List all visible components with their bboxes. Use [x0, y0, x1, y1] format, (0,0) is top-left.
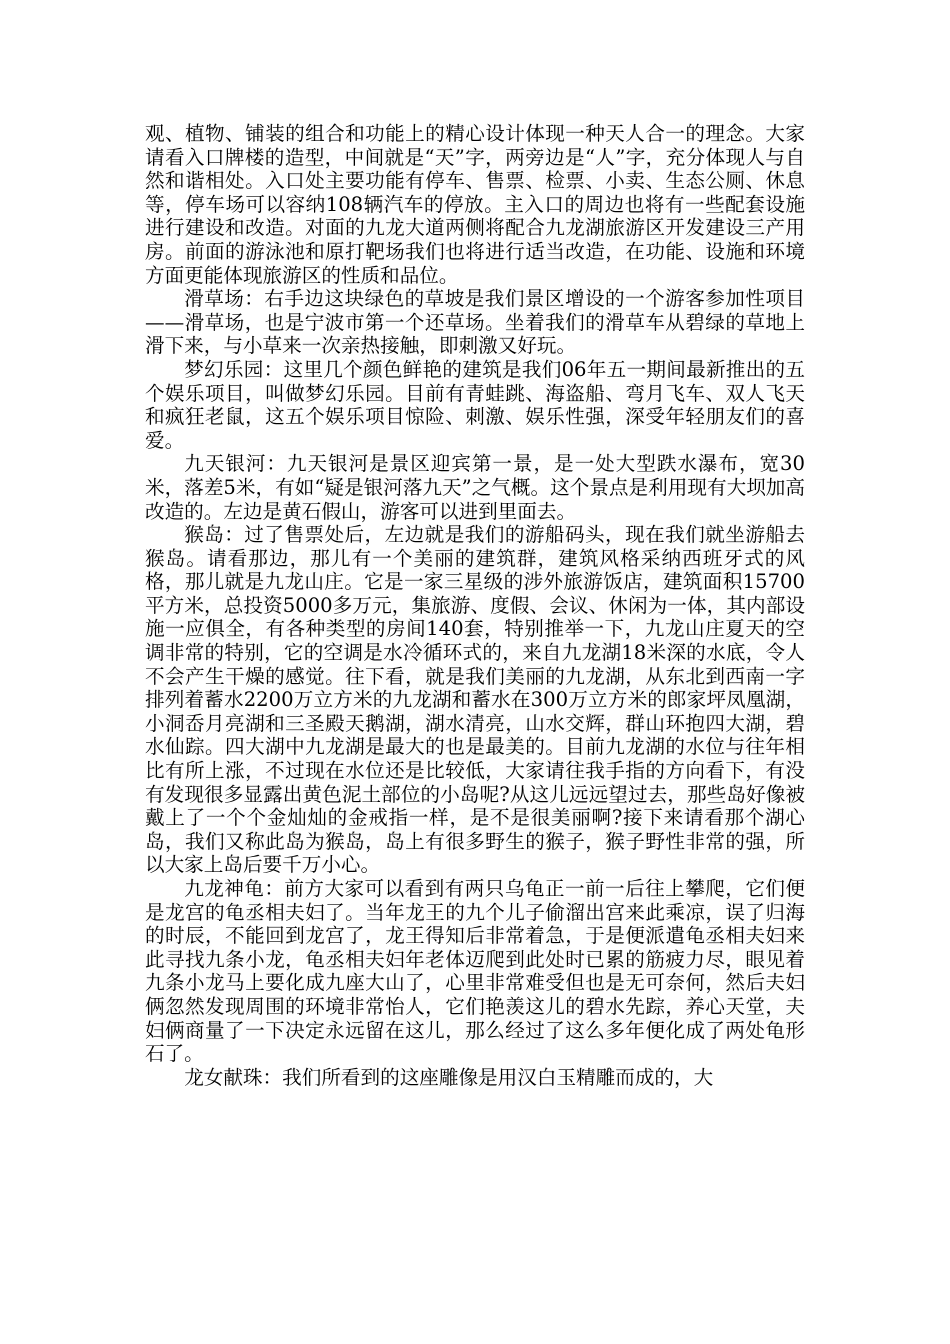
paragraph-waterfall: 九天银河：九天银河是景区迎宾第一景，是一处大型跌水瀑布，宽30米，落差5米，有如“疑是银河落九天”之气概。这个景点是利用现有大坝加高改造的。左边是黄石假山，游客可以进到里面去。: [145, 452, 805, 523]
document-page: [145, 122, 805, 1089]
paragraph-monkey-island: 猴岛：过了售票处后，左边就是我们的游船码头，现在我们就坐游船去猴岛。请看那边，那儿有一个美丽的建筑群，建筑风格采纳西班牙式的风格，那儿就是九龙山庄。它是一家三星级的涉外旅游饭店，建筑面积15700平方米，总投资5000多万元，集旅游、度假、会议、休闲为一体，其内部设施一应俱全，有各种类型的房间140套，特别推举一下，九龙山庄夏天的空调非常的特别，它的空调是水冷循环式的，来自九龙湖18米深的水底，令人不会产生干燥的感觉。往下看，就是我们美丽的九龙湖，从东北到西南一字排列着蓄水2200万立方米的九龙湖和蓄水在300万立方米的郎家坪凤凰湖，小洞岙月亮湖和三圣殿天鹅湖，湖水清亮，山水交辉，群山环抱四大湖，碧水仙踪。四大湖中九龙湖是最大的也是最美的。目前九龙湖的水位与往年相比有所上涨，不过现在水位还是比较低，大家请往我手指的方向看下，有没有发现很多显露出黄色泥土部位的小岛呢?从这儿远远望过去，那些岛好像被戴上了一个个金灿灿的金戒指一样，是不是很美丽啊?接下来请看那个湖心岛，我们又称此岛为猴岛，岛上有很多野生的猴子，猴子野性非常的强，所以大家上岛后要千万小心。: [145, 523, 805, 877]
paragraph-entrance: 观、植物、铺装的组合和功能上的精心设计体现一种天人合一的理念。大家请看入口牌楼的造型，中间就是“天”字，两旁边是“人”字，充分体现人与自然和谐相处。入口处主要功能有停车、售票、检票、小卖、生态公厕、休息等，停车场可以容纳108辆汽车的停放。主入口的周边也将有一些配套设施进行建设和改造。对面的九龙大道两侧将配合九龙湖旅游区开发建设三产用房。前面的游泳池和原打靶场我们也将进行适当改造，在功能、设施和环境方面更能体现旅游区的性质和品位。: [145, 122, 805, 287]
paragraph-divine-turtle: 九龙神龟：前方大家可以看到有两只乌龟正一前一后往上攀爬，它们便是龙宫的龟丞相夫妇了。当年龙王的九个儿子偷溜出宫来此乘凉，误了归海的时辰，不能回到龙宫了，龙王得知后非常着急，于是便派遣龟丞相夫妇来此寻找九条小龙，龟丞相夫妇年老体迈爬到此处时已累的筋疲力尽，眼见着九条小龙马上要化成九座大山了，心里非常难受但也是无可奈何，然后夫妇俩忽然发现周围的环境非常怡人，它们艳羡这儿的碧水先踪，养心天堂，夫妇俩商量了一下决定永远留在这儿，那么经过了这么多年便化成了两处龟形石了。: [145, 877, 805, 1066]
paragraph-dream-park: 梦幻乐园：这里几个颜色鲜艳的建筑是我们06年五一期间最新推出的五个娱乐项目，叫做梦幻乐园。目前有青蛙跳、海盗船、弯月飞车、双人飞天和疯狂老鼠，这五个娱乐项目惊险、刺激、娱乐性强，深受年轻朋友们的喜爱。: [145, 357, 805, 452]
paragraph-dragon-girl: 龙女献珠：我们所看到的这座雕像是用汉白玉精雕而成的，大: [184, 1065, 714, 1089]
paragraph-grass-skiing: 滑草场：右手边这块绿色的草坡是我们景区增设的一个游客参加性项目——滑草场，也是宁波市第一个还草场。坐着我们的滑草车从碧绿的草地上滑下来，与小草来一次亲热接触，即刺激又好玩。: [145, 287, 805, 358]
